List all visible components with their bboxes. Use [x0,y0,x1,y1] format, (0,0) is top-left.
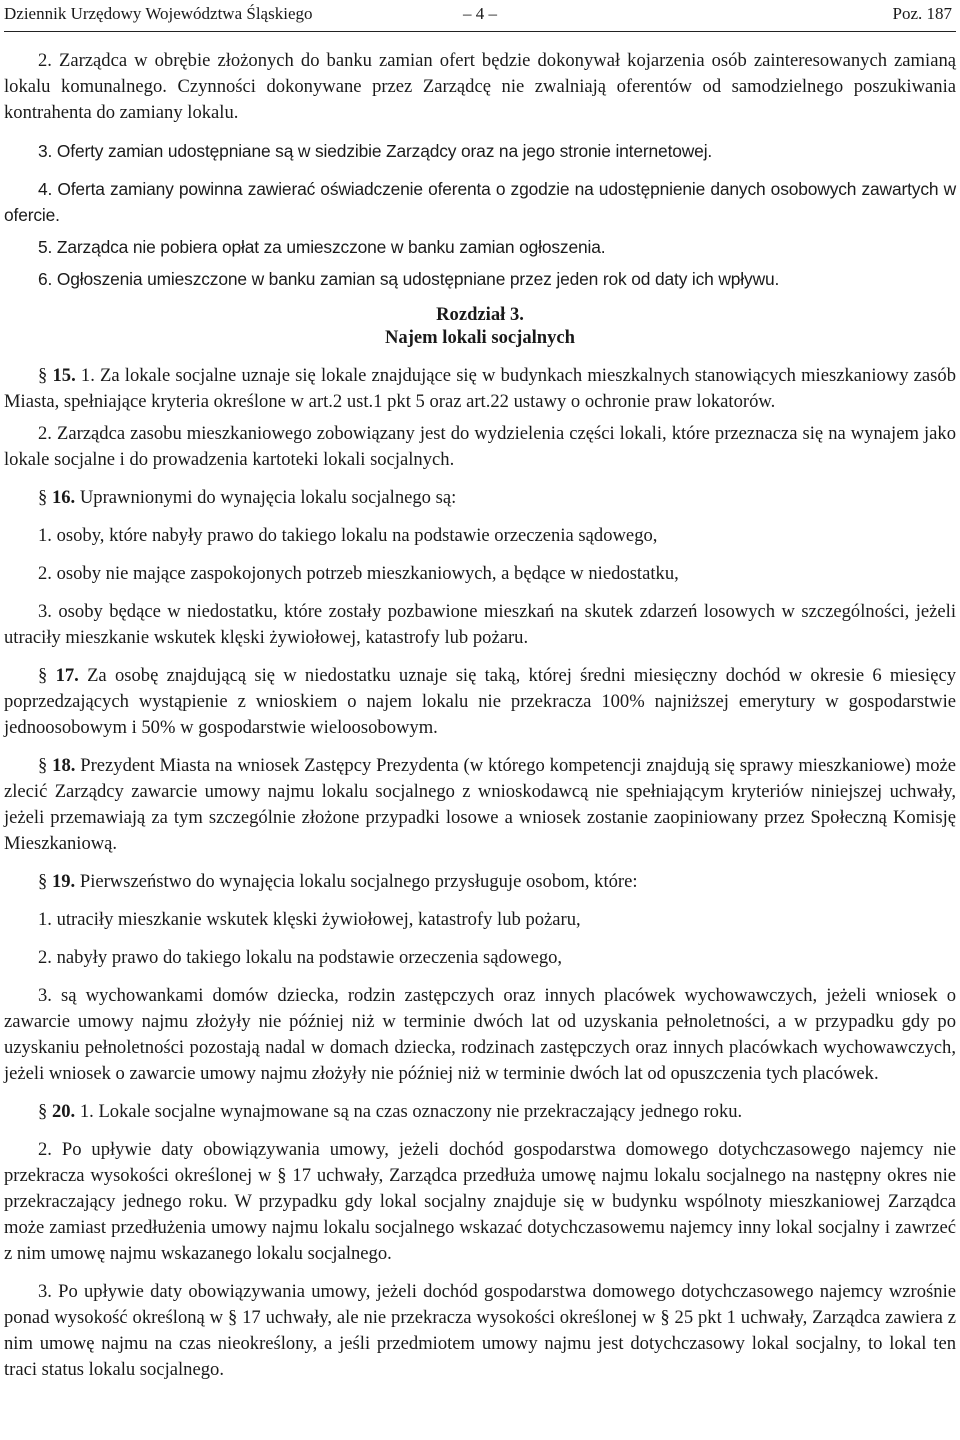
paragraph-3: 3. Oferty zamian udostępniane są w siedzibie Zarządcy oraz na jego stronie internetowej. [38,141,713,161]
section-20-number: 20. [51,1101,76,1122]
section-16-item-1: 1. osoby, które nabyły prawo do takiego lokalu na podstawie orzeczenia sądowego, [38,525,658,546]
section-16-intro-text: Uprawnionymi do wynajęcia lokalu socjalnego są: [79,487,457,508]
section-19-item-1: 1. utraciły mieszkanie wskutek klęski żywiołowej, katastrofy lub pożaru, [38,909,581,930]
section-19-item-3: 3. są wychowankami domów dziecka, rodzin zastępczych oraz innych placówek wychowawczych, jeżeli wniosek o zawarcie umowy najmu złożyły nie później niż w terminie dwóch lat od uzyskania pełnoletności, a w przypadku gdy po uzyskaniu pełnoletności pozostają nadal w domach dziecka, rodzinach zastępczych oraz innych placówkach wychowawczych, jeżeli wniosek o zawarcie umowy najmu złożyły nie później niż w terminie dwóch lat od opuszczenia tych placówek. [4,985,956,1084]
section-17-text: Za osobę znajdującą się w niedostatku uznaje się taką, której średni miesięczny dochód w okresie 6 miesięcy poprzedzających wystąpienie z wnioskiem o najem lokalu nie przekracza 100% najniższej emerytury w gospodarstwie jednoosobowym i 50% w gospodarstwie wieloosobowym. [4,665,956,738]
section-symbol: § [38,487,48,508]
section-symbol: § [38,1101,48,1122]
section-symbol: § [38,665,48,686]
chapter-title: Najem lokali socjalnych [384,327,576,348]
chapter-number: Rozdział 3. [436,304,524,325]
paragraph-5: 5. Zarządca nie pobiera opłat za umieszczone w banku zamian ogłoszenia. [38,237,606,257]
section-19-intro [4,869,956,895]
section-19-intro-text: Pierwszeństwo do wynajęcia lokalu socjalnego przysługuje osobom, które: [79,871,638,892]
position-number: Poz. 187 [892,4,952,23]
paragraph-6: 6. Ogłoszenia umieszczone w banku zamian są udostępniane przez jeden rok od daty ich wpływu. [38,269,780,289]
section-15-number: 15. [52,365,76,386]
paragraph-4: 4. Oferta zamiany powinna zawierać oświadczenie oferenta o zgodzie na udostępnienie danych osobowych zawartych w ofercie. [4,179,956,225]
section-16-number: 16. [51,487,76,508]
section-20-paragraph-2: 2. Po upływie daty obowiązywania umowy, jeżeli dochód gospodarstwa domowego dotychczasowego najemcy nie przekracza wysokości określonej w § 17 uchwały, Zarządca przedłuża umowę najmu lokalu socjalnego na następny okres nie przekraczający jednego roku. W przypadku gdy lokal socjalny znajduje się w budynku wspólnoty mieszkaniowej Zarządca może zamiast przedłużenia umowy najmu lokalu socjalnego wskazać dotychczasowemu najemcy inny lokal socjalny i zawrzeć z nim umowę najmu wskazanego lokalu socjalnego. [4,1139,956,1264]
section-16-item-3: 3. osoby będące w niedostatku, które zostały pozbawione mieszkań na skutek zdarzeń losowych w szczególności, jeżeli utraciły mieszkanie wskutek klęski żywiołowej, katastrofy lub pożaru. [4,601,956,648]
section-16-item-2: 2. osoby nie mające zaspokojonych potrzeb mieszkaniowych, a będące w niedostatku, [38,563,679,584]
section-16-intro [4,485,956,511]
document-body [4,32,956,1383]
paragraph-2: 2. Zarządca w obrębie złożonych do banku zamian ofert będzie dokonywał kojarzenia osób zainteresowanych zamianą lokalu komunalnego. Czynności dokonywane przez Zarządcę nie zwalniają oferentów od samodzielnego poszukiwania kontrahenta do zamiany lokalu. [4,50,956,123]
page-header [4,0,956,32]
section-20-paragraph-3: 3. Po upływie daty obowiązywania umowy, jeżeli dochód gospodarstwa domowego dotychczasowego najemcy wzrośnie ponad wysokość określoną w § 17 uchwały, ale nie przekracza wysokości określonej w § 25 pkt 1 uchwały, Zarządca zawiera z nim umowę najmu na czas nieokreślony, a jeśli przedmiotem umowy najmu jest dotychczasowy lokal socjalny, to lokal ten traci status lokalu socjalnego. [4,1281,956,1380]
section-17-number: 17. [55,665,79,686]
page-number: – 4 – [463,4,497,23]
section-symbol: § [38,871,48,892]
journal-title: Dziennik Urzędowy Województwa Śląskiego [4,4,313,23]
section-15-text-1: 1. Za lokale socjalne uznaje się lokale znajdujące się w budynkach mieszkalnych stanowiących mieszkaniowy zasób Miasta, spełniające kryteria określone w art.2 ust.1 pkt 5 oraz art.22 ustawy o ochronie praw lokatorów. [4,365,957,412]
section-18-number: 18. [52,755,76,776]
chapter-heading [4,303,956,349]
section-17 [4,663,956,741]
section-15-paragraph-1 [4,363,956,415]
section-18-text: Prezydent Miasta na wniosek Zastępcy Prezydenta (w którego kompetencji znajdują się sprawy mieszkaniowe) może zlecić Zarządcy zawarcie umowy najmu lokalu socjalnego z wnioskodawcą nie spełniającym kryteriów niniejszej uchwały, jeżeli przemawiają za tym szczególnie złożone przypadki losowe a wniosek zostanie zaopiniowany przez Społeczną Komisję Mieszkaniową. [4,755,956,854]
section-19-number: 19. [51,871,76,892]
section-symbol: § [38,365,48,386]
section-15-paragraph-2: 2. Zarządca zasobu mieszkaniowego zobowiązany jest do wydzielenia części lokali, które przeznacza się na wynajem jako lokale socjalne i do prowadzenia kartoteki lokali socjalnych. [4,423,956,470]
section-symbol: § [38,755,48,776]
section-20-text-1: 1. Lokale socjalne wynajmowane są na czas oznaczony nie przekraczający jednego roku. [79,1101,743,1122]
section-20-paragraph-1 [4,1099,956,1125]
section-19-item-2: 2. nabyły prawo do takiego lokalu na podstawie orzeczenia sądowego, [38,947,563,968]
section-18 [4,753,956,857]
